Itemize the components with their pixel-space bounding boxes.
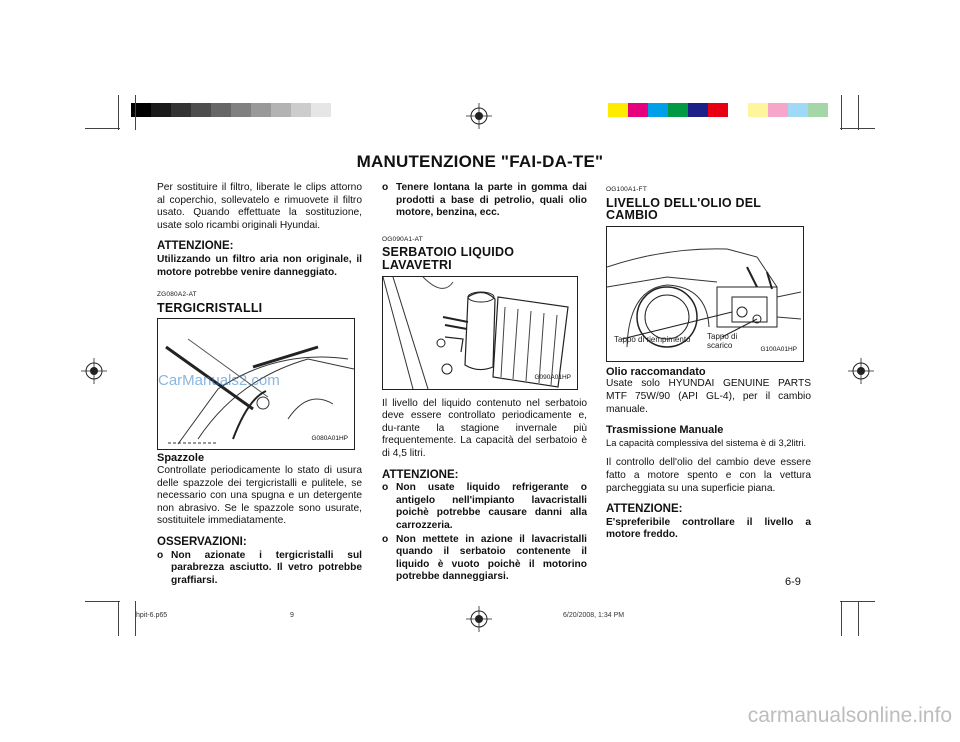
swatch-5 (708, 103, 728, 117)
swatch-8 (768, 103, 788, 117)
swatch-7 (271, 103, 291, 117)
section-code: OG090A1-AT (382, 235, 423, 243)
list-item: o Non mettete in azione il lavacristalli quando il serbatoio contenente il liquido è vuoto poichè il motorino potrebbe danneggiarsi. (382, 533, 587, 583)
swatch-2 (648, 103, 668, 117)
observations-heading: OSSERVAZIONI: (157, 535, 247, 548)
label-fill-plug: Tappo di riempimento (614, 334, 691, 344)
gray-calibration-bar (131, 103, 351, 117)
figure-code: G080A01HP (311, 434, 348, 442)
column-2 (382, 182, 587, 585)
registration-mark-right (848, 358, 874, 384)
intro-text: Per sostituire il filtro, liberate le clips attorno al coperchio, sollevatelo e rimuovete il filtro usato. Quando effettuate la sostituzione, usate solo ricambi originali Hyundai. (157, 182, 362, 231)
section-code: OG100A1-FT (606, 186, 648, 193)
gearbox-check-text: Il controllo dell'olio del cambio deve essere fatto a motore spento e con la vettura parcheggiata su una superficie piana. (606, 457, 811, 494)
swatch-9 (788, 103, 808, 117)
swatch-9 (311, 103, 331, 117)
page-title: MANUTENZIONE "FAI-DA-TE" (356, 152, 604, 171)
subheading-recommended-oil: Olio raccomandato (606, 365, 706, 378)
attention-heading: ATTENZIONE: (382, 468, 459, 481)
watermark-site: carmanualsonline.info (747, 704, 952, 727)
footer-page: 9 (290, 612, 294, 619)
registration-mark-left (81, 358, 107, 384)
subheading-manual-transmission: Trasmissione Manuale (606, 424, 724, 437)
figure-code: G090A01HP (534, 373, 571, 381)
attention-heading: ATTENZIONE: (157, 240, 234, 253)
swatch-5 (231, 103, 251, 117)
blades-text: Controllate periodicamente lo stato di usura delle spazzole dei tergicristalli e pulitele, se necessario con una spugna e un detergente non abrasivo. Se le spazzole sono usurate, sostituitele immediatamente. (157, 464, 362, 527)
list-item: o Tenere lontana la parte in gomma dai prodotti a base di petrolio, quali olio motore, benzina, ecc. (382, 182, 587, 219)
page-number: 6-9 (785, 576, 801, 588)
list-item: o Non azionate i tergicristalli sul parabrezza asciutto. Il vetro potrebbe graffiarsi. (157, 549, 362, 586)
section-code: ZG080A2-AT (157, 291, 197, 299)
swatch-3 (191, 103, 211, 117)
label-drain-plug: Tappo di scarico (707, 331, 738, 350)
swatch-1 (151, 103, 171, 117)
list-item: o Non usate liquido refrigerante o antigelo nell'impianto lavacristalli poichè potrebbe causare danni alla carrozzeria. (382, 482, 587, 531)
swatch-10 (808, 103, 828, 117)
column-3 (606, 182, 811, 550)
figure-gearbox (606, 226, 804, 362)
footer-file: hpit-6.p65 (136, 612, 168, 619)
swatch-10 (331, 103, 351, 117)
attention-text: Utilizzando un filtro aria non originale, il motore potrebbe venire danneggiato. (157, 253, 362, 278)
swatch-6 (728, 103, 748, 117)
swatch-4 (688, 103, 708, 117)
capacity-text: La capacità complessiva del sistema è di 3,2litri. (606, 436, 807, 448)
recommended-oil-text: Usate solo HYUNDAI GENUINE PARTS MTF 75W/90 (API GL-4), per il cambio manuale. (606, 378, 811, 415)
footer-date: 6/20/2008, 1:34 PM (563, 612, 625, 619)
swatch-0 (608, 103, 628, 117)
swatch-0 (131, 103, 151, 117)
swatch-8 (291, 103, 311, 117)
swatch-4 (211, 103, 231, 117)
figure-washer (382, 276, 578, 390)
color-calibration-bar (608, 103, 828, 117)
subheading-blades: Spazzole (157, 452, 205, 465)
registration-mark-bottom (466, 606, 492, 632)
section-heading-washer: SERBATOIO LIQUIDO LAVAVETRI (382, 245, 515, 272)
swatch-1 (628, 103, 648, 117)
swatch-6 (251, 103, 271, 117)
registration-mark-top (466, 103, 492, 129)
section-heading-gearbox-oil: LIVELLO DELL'OLIO DEL CAMBIO (606, 195, 761, 223)
attention-heading: ATTENZIONE: (606, 503, 683, 516)
swatch-7 (748, 103, 768, 117)
figure-code: G100A01HP (760, 346, 797, 354)
watermark-carmanuals: CarManuals2.com (158, 372, 280, 389)
attention-text: E'spreferibile controllare il livello a motore freddo. (606, 516, 811, 541)
section-heading-wipers: TERGICRISTALLI (157, 300, 263, 315)
swatch-2 (171, 103, 191, 117)
swatch-3 (668, 103, 688, 117)
washer-text: Il livello del liquido contenuto nel serbatoio deve essere controllato periodicamente e, du-rante la stagione invernale più frequentemente. La capacità del serbatoio è di 4,5 litri. (382, 397, 587, 459)
